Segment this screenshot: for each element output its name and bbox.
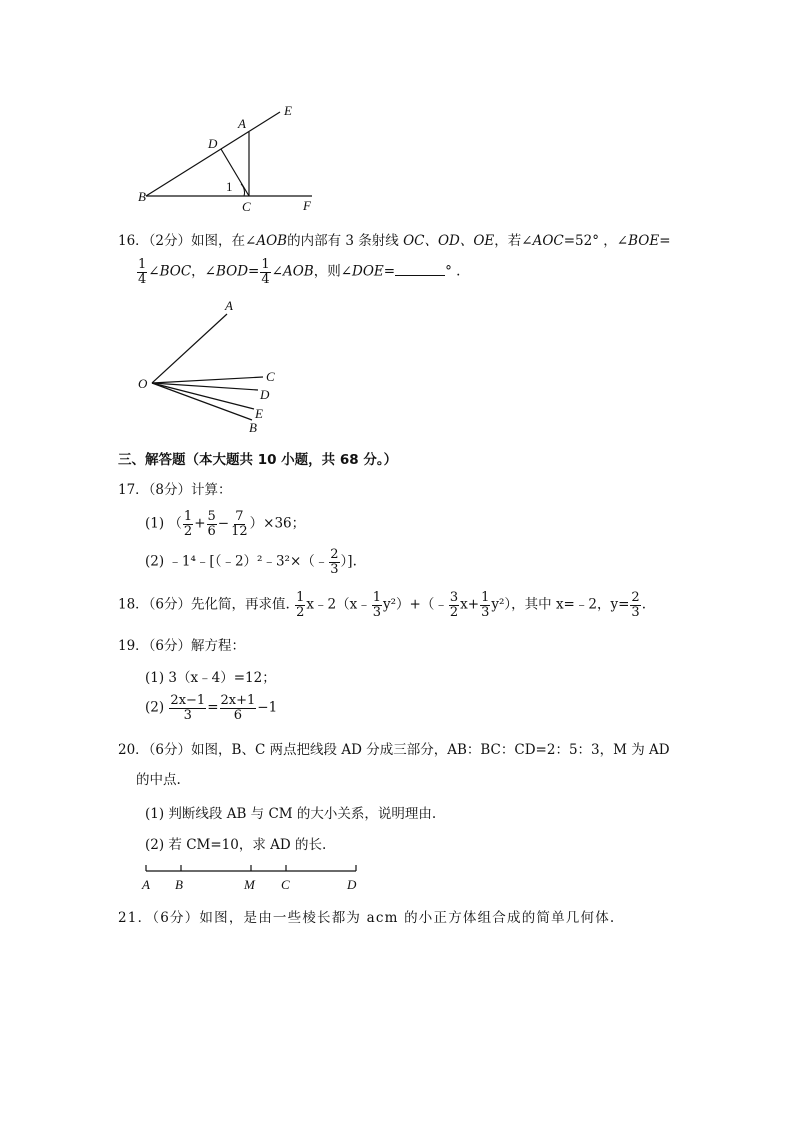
question-20-part-2: (2) 若 CM=10，求 AD 的长. — [145, 837, 327, 853]
label-f: F — [303, 198, 311, 213]
label-d: D — [208, 136, 218, 151]
label-d: D — [260, 387, 270, 402]
label-angle-1: 1 — [226, 179, 233, 194]
label-b: B — [249, 420, 257, 435]
label-c: C — [266, 369, 275, 384]
question-20-part-1: (1) 判断线段 AB 与 CM 的大小关系，说明理由. — [145, 806, 437, 822]
section-3-title: 三、解答题（本大题共 10 小题，共 68 分。） — [118, 452, 398, 468]
fraction-one-quarter-2: $\frac{1}{4}$ — [261, 257, 270, 287]
question-19-part-2: (2) $\frac{2x-1}{3}$ = $\frac{2x+1}{6}$ −1 — [145, 693, 278, 723]
label-e: E — [284, 103, 292, 118]
question-17-part-1: (1) （ $\frac{1}{2}$ + $\frac{5}{6}$ − $\frac{7}{12}$ ）×36； — [145, 509, 306, 539]
angle-1-arc — [241, 184, 245, 196]
label-e: E — [255, 406, 263, 421]
label-c: C — [281, 877, 290, 892]
label-a: A — [225, 298, 233, 313]
label-c: C — [242, 199, 251, 213]
question-17-head: 17．（8分）计算： — [118, 482, 232, 498]
label-o: O — [138, 376, 148, 391]
figure-q15-angle — [130, 98, 330, 213]
question-20-line-2: 的中点. — [136, 772, 181, 788]
fraction-one-quarter: $\frac{1}{4}$ — [138, 257, 147, 287]
line-b-e — [146, 112, 280, 196]
question-17-part-2: (2) ﹣1⁴﹣[（﹣2）²﹣3²×（﹣ $\frac{2}{3}$ ）]. — [145, 547, 357, 577]
question-16-line-2: $\frac{1}{4}$ ∠BOC，∠BOD= $\frac{1}{4}$ ∠AOB，则∠DOE= ° . — [138, 257, 461, 287]
question-18: 18．（6分）先化简，再求值. $\frac{1}{2}$ x﹣2（x﹣ $\frac{1}{3}$ y²）+（﹣ $\frac{3}{2}$ x+ $\frac{1}{3}$ y²），其中 x=﹣2，y= $\frac{2}{3}$ . — [118, 590, 646, 620]
ray-oa — [152, 314, 227, 383]
label-d: D — [347, 877, 357, 892]
question-16-line-1: 16．（2分）如图，在∠AOB的内部有 3 条射线 OC、OD、OE，若∠AOC=52° ，∠BOE= — [118, 233, 671, 249]
question-19-head: 19．（6分）解方程： — [118, 638, 246, 654]
figure-q16-rays — [130, 296, 290, 436]
label-a: A — [238, 116, 246, 131]
question-19-part-1: (1) 3（x﹣4）=12； — [145, 670, 276, 686]
question-20-line-1: 20．（6分）如图，B、C 两点把线段 AD 分成三部分，AB：BC：CD=2：5：3，M 为 AD — [118, 742, 670, 758]
label-m: M — [244, 877, 255, 892]
label-b: B — [175, 877, 183, 892]
figure-q20-segment — [138, 860, 368, 894]
label-b: B — [138, 189, 146, 204]
ray-oc — [152, 377, 263, 383]
question-21: 21．（6分）如图，是由一些棱长都为 acm 的小正方体组合成的简单几何体. — [118, 910, 616, 926]
label-a: A — [142, 877, 150, 892]
answer-blank — [395, 263, 445, 276]
